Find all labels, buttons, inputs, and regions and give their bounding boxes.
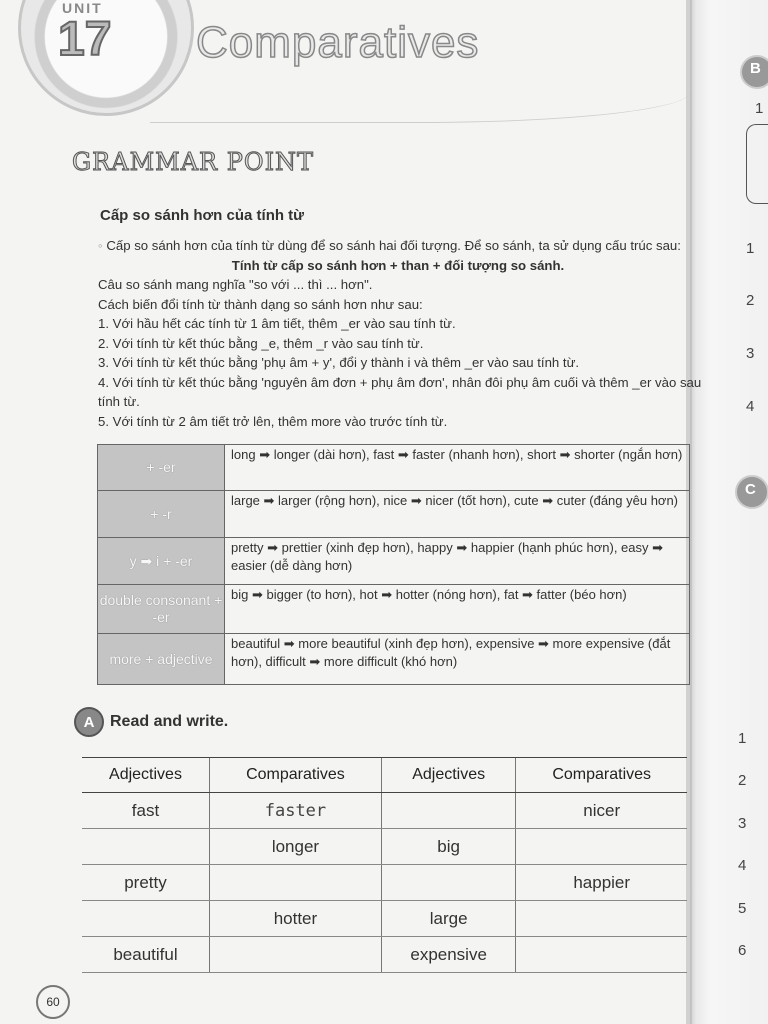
table-row bbox=[82, 829, 687, 865]
exercise-a-table bbox=[82, 757, 687, 973]
cell: expensive bbox=[381, 937, 515, 973]
cell: nicer bbox=[516, 793, 687, 829]
cell: hotter bbox=[209, 901, 381, 937]
grammar-point-banner: GRAMMAR POINT bbox=[72, 148, 315, 176]
cell: pretty bbox=[82, 865, 209, 901]
side-number: 4 bbox=[738, 857, 747, 874]
table-row bbox=[98, 538, 690, 585]
side-number: 1 bbox=[755, 100, 764, 117]
cell: fast bbox=[82, 793, 209, 829]
side-bracket bbox=[746, 124, 768, 204]
answer-cell[interactable] bbox=[516, 901, 687, 937]
side-number: 3 bbox=[746, 345, 755, 362]
rule-example: large ➡ larger (rộng hơn), nice ➡ nicer (tốt hơn), cute ➡ cuter (đáng yêu hơn) bbox=[225, 491, 690, 538]
page-number: 60 bbox=[36, 985, 70, 1019]
rule-label: + -r bbox=[98, 491, 225, 538]
rule-intro: ◦ Cấp so sánh hơn của tính từ dùng để so sánh hai đối tượng. Để so sánh, ta sử dụng cấu trúc sau: bbox=[98, 238, 681, 253]
rule-1: 1. Với hầu hết các tính từ 1 âm tiết, thêm _er vào sau tính từ. bbox=[98, 316, 456, 331]
comparative-rules-table bbox=[97, 444, 690, 685]
unit-label: UNIT bbox=[62, 0, 103, 16]
side-number: 4 bbox=[746, 398, 755, 415]
answer-cell[interactable] bbox=[209, 865, 381, 901]
rule-label: + -er bbox=[98, 445, 225, 491]
section-title: Cấp so sánh hơn của tính từ bbox=[100, 207, 305, 224]
rule-example: beautiful ➡ more beautiful (xinh đẹp hơn), expensive ➡ more expensive (đắt hơn), difficult ➡ more difficult (khó hơn) bbox=[225, 634, 690, 685]
header-row bbox=[82, 758, 687, 793]
cell: longer bbox=[209, 829, 381, 865]
rule-4: 4. Với tính từ kết thúc bằng 'nguyên âm đơn + phụ âm đơn', nhân đôi phụ âm cuối và thêm _er vào sau bbox=[98, 374, 702, 390]
header-divider bbox=[150, 62, 690, 123]
rule-example: big ➡ bigger (to hơn), hot ➡ hotter (nóng hơn), fat ➡ fatter (béo hơn) bbox=[225, 585, 690, 634]
exercise-a-title: Read and write. bbox=[110, 713, 229, 730]
exercise-a-heading bbox=[74, 707, 228, 737]
rule-label: double consonant + -er bbox=[98, 585, 225, 634]
cell: large bbox=[381, 901, 515, 937]
cell: happier bbox=[516, 865, 687, 901]
unit-number: 17 bbox=[58, 13, 112, 66]
answer-cell[interactable] bbox=[381, 865, 515, 901]
table-row bbox=[82, 901, 687, 937]
side-tab-c-letter: C bbox=[745, 481, 756, 498]
side-tab-b-letter: B bbox=[750, 60, 761, 77]
rule-transform: Cách biến đổi tính từ thành dạng so sánh hơn như sau: bbox=[98, 296, 423, 312]
rule-structure: Tính từ cấp so sánh hơn + than + đối tượng so sánh. bbox=[231, 257, 565, 273]
side-number: 1 bbox=[746, 240, 755, 257]
rule-label: y ➡ i + -er bbox=[98, 538, 225, 585]
rule-3: 3. Với tính từ kết thúc bằng 'phụ âm + y', đổi y thành i và thêm _er vào sau tính từ. bbox=[98, 355, 580, 370]
col-header: Comparatives bbox=[516, 758, 687, 793]
table-row bbox=[82, 865, 687, 901]
answer-cell[interactable] bbox=[209, 937, 381, 973]
side-number: 2 bbox=[746, 292, 755, 309]
table-row bbox=[82, 793, 687, 829]
col-header: Adjectives bbox=[82, 758, 209, 793]
rule-2: 2. Với tính từ kết thúc bằng _e, thêm _r vào sau tính từ. bbox=[98, 335, 424, 351]
rule-meaning: Câu so sánh mang nghĩa "so với ... thì ... hơn". bbox=[98, 277, 373, 292]
rule-label: more + adjective bbox=[98, 634, 225, 685]
cell: beautiful bbox=[82, 937, 209, 973]
table-row bbox=[98, 585, 690, 634]
unit-title: Comparatives bbox=[196, 18, 480, 67]
side-number: 6 bbox=[738, 942, 747, 959]
cell: big bbox=[381, 829, 515, 865]
answer-cell[interactable] bbox=[82, 829, 209, 865]
exercise-a-badge: A bbox=[74, 707, 104, 737]
side-number: 2 bbox=[738, 772, 747, 789]
table-row bbox=[98, 445, 690, 491]
table-row bbox=[82, 937, 687, 973]
answer-cell[interactable] bbox=[516, 829, 687, 865]
answer-cell[interactable] bbox=[381, 793, 515, 829]
answer-cell[interactable]: faster bbox=[209, 793, 381, 829]
rule-4-cont: tính từ. bbox=[98, 394, 140, 409]
table-row bbox=[98, 634, 690, 685]
col-header: Comparatives bbox=[209, 758, 381, 793]
col-header: Adjectives bbox=[381, 758, 515, 793]
rule-example: long ➡ longer (dài hơn), fast ➡ faster (nhanh hơn), short ➡ shorter (ngắn hơn) bbox=[225, 445, 690, 491]
rule-5: 5. Với tính từ 2 âm tiết trở lên, thêm more vào trước tính từ. bbox=[98, 413, 448, 429]
side-number: 3 bbox=[738, 815, 747, 832]
answer-cell[interactable] bbox=[82, 901, 209, 937]
side-number: 1 bbox=[738, 730, 747, 747]
answer-cell[interactable] bbox=[516, 937, 687, 973]
table-row bbox=[98, 491, 690, 538]
side-number: 5 bbox=[738, 900, 747, 917]
rule-example: pretty ➡ prettier (xinh đẹp hơn), happy ➡ happier (hạnh phúc hơn), easy ➡ easier (dễ dàng hơn) bbox=[225, 538, 690, 585]
grammar-rules bbox=[98, 236, 702, 431]
